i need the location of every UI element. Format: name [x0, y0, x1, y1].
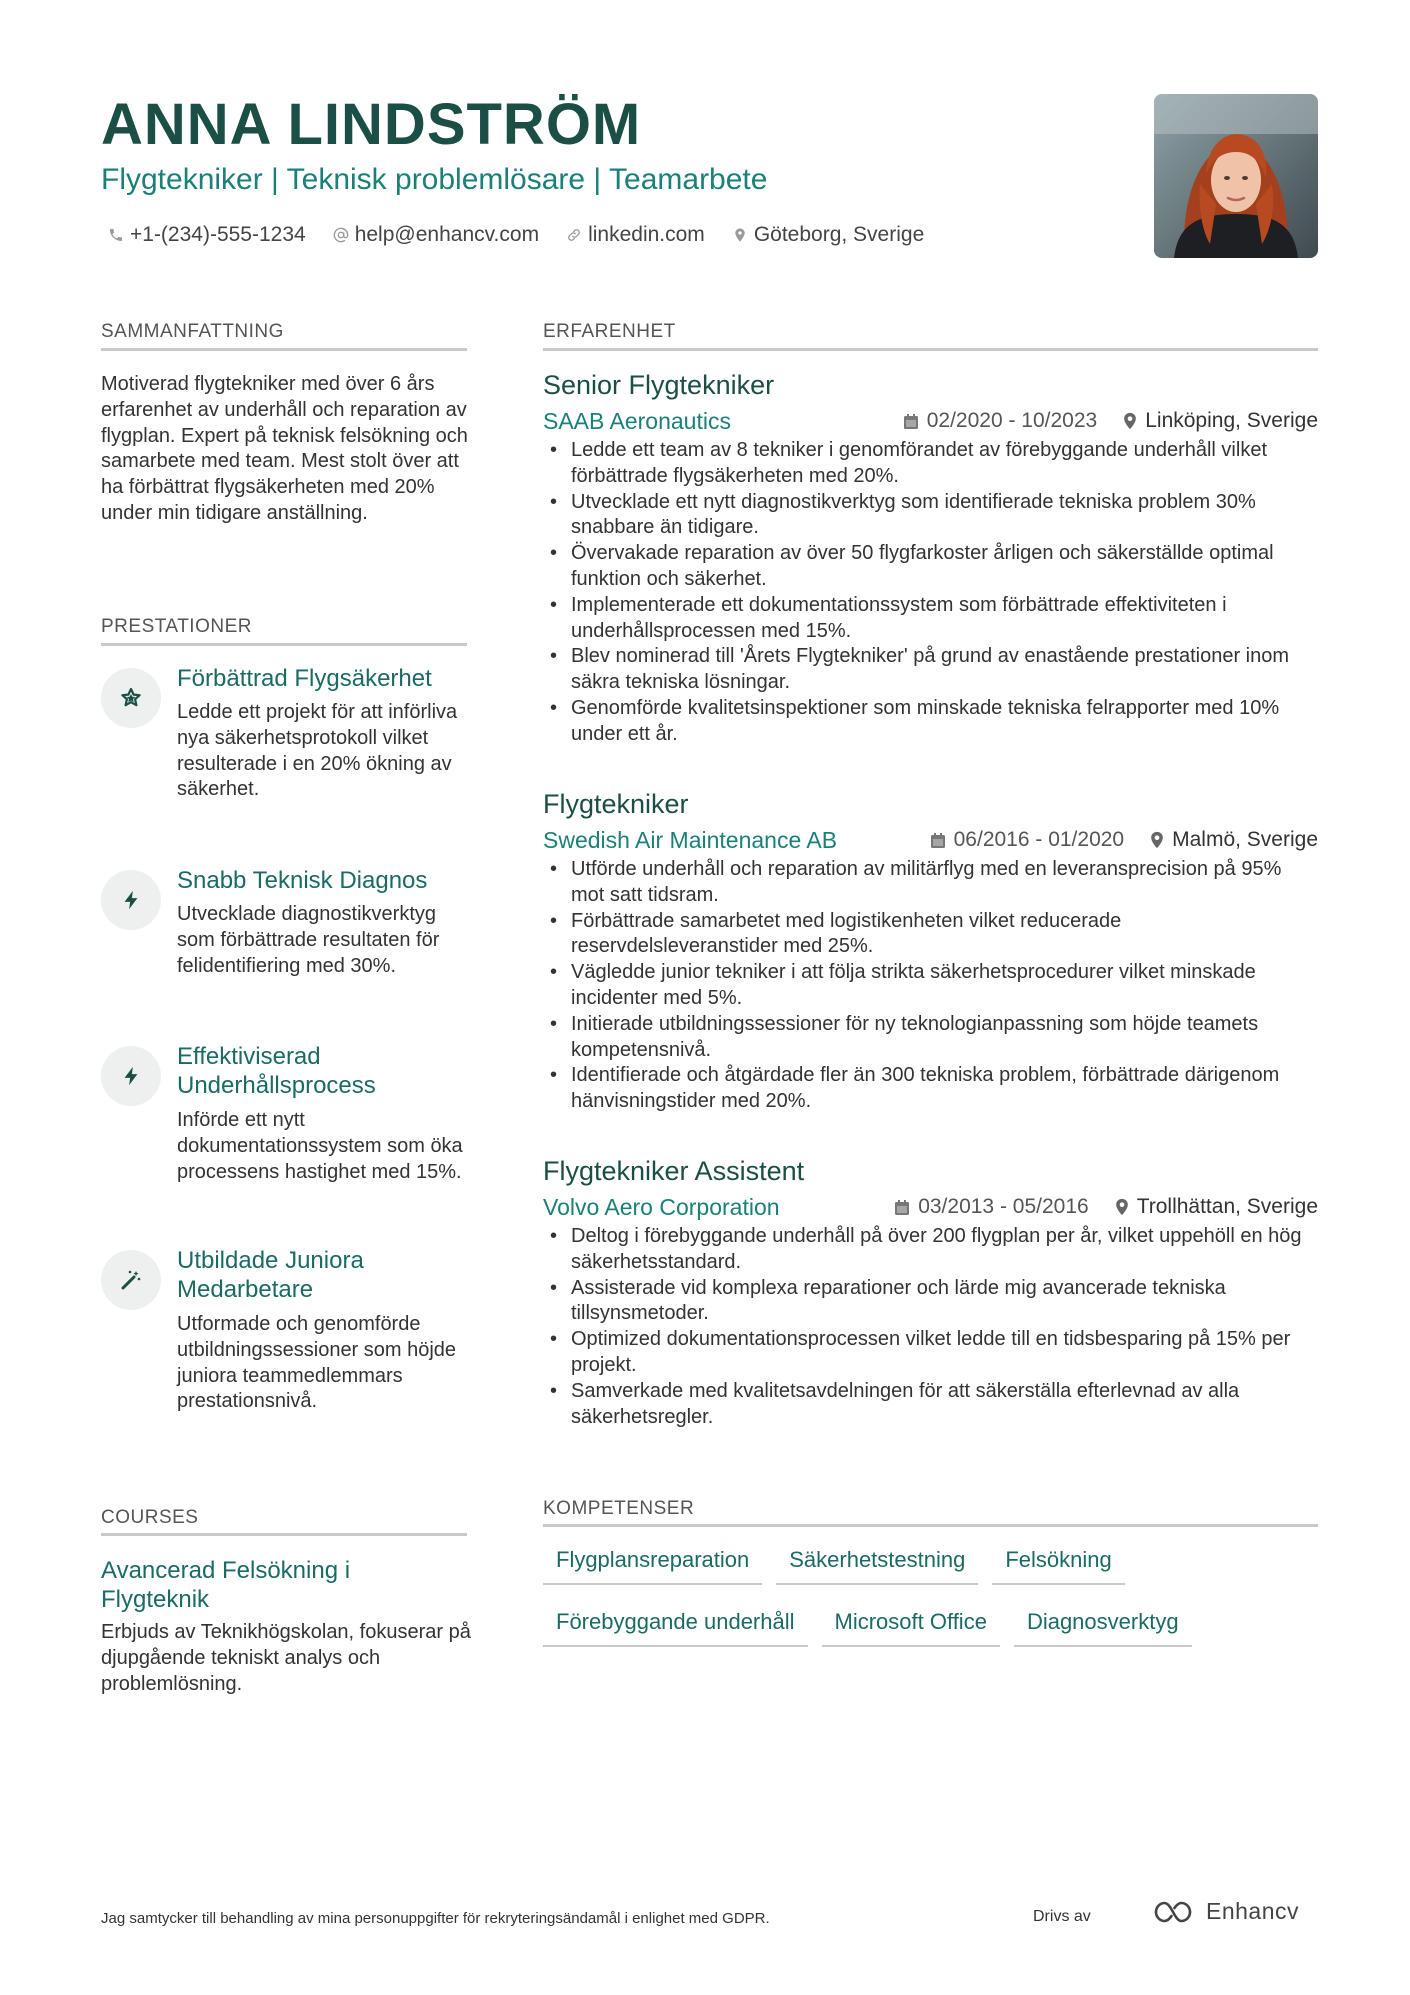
achievement-badge [101, 668, 161, 728]
achievement-title: Snabb Teknisk Diagnos [177, 867, 428, 894]
job-location-text: Malmö, Sverige [1172, 828, 1318, 851]
section-title-summary: SAMMANFATTNING [101, 321, 284, 342]
job-company: SAAB Aeronautics [543, 408, 731, 434]
candidate-name: ANNA LINDSTRÖM [101, 92, 642, 157]
bullet-item: • Implementerade ett dokumentationssystem som förbättrade effektiviteten i underhållsprocessen med 15%. [543, 593, 1318, 645]
section-rule-courses [101, 1533, 467, 1536]
summary-text: Motiverad flygtekniker med över 6 års erfarenhet av underhåll och reparation av flygplan. Expert på teknisk felsökning och samarbete med team. Mest stolt över att ha förbättrat flygsäkerheten med 20% under min tidigare anställning. [101, 373, 468, 524]
contact-bar [108, 220, 924, 250]
bolt-icon [120, 1064, 142, 1088]
location-pin-icon [1123, 412, 1137, 430]
job-dates [930, 825, 1124, 855]
job-dates-text: 06/2016 - 01/2020 [953, 828, 1125, 851]
achievement-badge [101, 1250, 161, 1310]
bullet-item: • Assisterade vid komplexa reparationer och lärde mig avancerade tekniska tillsynsmetoder. [543, 1276, 1318, 1328]
phone-text: +1-(234)-555-1234 [130, 223, 306, 246]
location-pin-icon [732, 227, 748, 243]
portrait-illustration [1154, 94, 1318, 258]
bullet-item: • Ledde ett team av 8 tekniker i genomförandet av förebyggande underhåll vilket förbättrade flygsäkerheten med 20%. [543, 438, 1318, 490]
achievement-badge [101, 1046, 161, 1106]
star-icon [119, 686, 143, 710]
job-location-text: Linköping, Sverige [1145, 409, 1318, 432]
bullet-item: • Utvecklade ett nytt diagnostikverktyg som identifierade tekniska problem 30% snabbare än tidigare. [543, 490, 1318, 542]
enhancv-wordmark: Enhancv [1206, 1898, 1300, 1924]
job-dates-text: 03/2013 - 05/2016 [918, 1195, 1089, 1218]
at-icon [333, 227, 349, 243]
job-title: Senior Flygtekniker [543, 370, 775, 400]
section-rule-summary [101, 348, 467, 351]
location-text: Göteborg, Sverige [753, 223, 925, 246]
achievement-title: Effektiviserad Underhållsprocess [177, 1043, 376, 1099]
location-pin-icon [1115, 1198, 1129, 1216]
job-meta [903, 406, 1318, 436]
bullet-item: • Initierade utbildningssessioner för ny teknologianpassning som höjde teamets kompetensnivå. [543, 1012, 1318, 1064]
powered-by-label: Drivs av [1033, 1908, 1091, 1925]
job-title: Flygtekniker Assistent [543, 1156, 805, 1186]
contact-linkedin[interactable] [566, 220, 705, 250]
job-bullets [543, 438, 1318, 748]
skill-tag: Säkerhetstestning [776, 1545, 978, 1585]
achievement-badge [101, 870, 161, 930]
headline: Flygtekniker | Teknisk problemlösare | Teamarbete [101, 163, 768, 196]
skills-list [543, 1545, 1323, 1669]
job-location-text: Trollhättan, Sverige [1136, 1195, 1318, 1218]
calendar-icon [903, 413, 919, 430]
enhancv-logo-icon [1152, 1899, 1198, 1925]
achievement-title: Förbättrad Flygsäkerhet [177, 665, 432, 692]
phone-icon [108, 227, 124, 243]
job-title: Flygtekniker [543, 789, 689, 819]
bullet-item: • Genomförde kvalitetsinspektioner som minskade tekniska felrapporter med 10% under ett år. [543, 696, 1318, 748]
job-dates-text: 02/2020 - 10/2023 [926, 409, 1098, 432]
enhancv-brand[interactable] [1152, 1898, 1299, 1925]
section-rule-experience [543, 348, 1318, 351]
job-dates [903, 406, 1097, 436]
job-bullets [543, 857, 1318, 1115]
section-title-experience: ERFARENHET [543, 321, 676, 342]
course-description: Erbjuds av Teknikhögskolan, fokuserar på djupgående tekniskt analys och problemlösning. [101, 1621, 471, 1695]
job-meta [930, 825, 1318, 855]
bullet-item: • Samverkade med kvalitetsavdelningen för att säkerställa efterlevnad av alla säkerhetsregler. [543, 1379, 1318, 1431]
magic-wand-icon [119, 1268, 143, 1292]
bullet-item: • Blev nominerad till 'Årets Flygtekniker' på grund av enastående prestationer inom säkra tekniska lösningar. [543, 644, 1318, 696]
gdpr-consent: Jag samtycker till behandling av mina personuppgifter för rekryteringsändamål i enlighet med GDPR. [101, 1910, 770, 1927]
bullet-item: • Övervakade reparation av över 50 flygfarkoster årligen och säkerställde optimal funktion och säkerhet. [543, 541, 1318, 593]
job-location [1150, 825, 1318, 855]
link-icon [566, 227, 582, 243]
achievement-description: Införde ett nytt dokumentationssystem som öka processens hastighet med 15%. [177, 1109, 463, 1183]
job-company: Volvo Aero Corporation [543, 1194, 780, 1220]
achievement-title: Utbildade Juniora Medarbetare [177, 1247, 364, 1303]
bolt-icon [120, 888, 142, 912]
location-pin-icon [1150, 831, 1164, 849]
skill-tag: Diagnosverktyg [1014, 1607, 1192, 1647]
calendar-icon [930, 832, 946, 849]
achievement-description: Utvecklade diagnostikverktyg som förbättrade resultaten för felidentifiering med 30%. [177, 903, 440, 977]
job-bullets [543, 1224, 1318, 1430]
bullet-item: • Förbättrade samarbetet med logistikenheten vilket reducerade reservdelsleveranstider med 25%. [543, 909, 1318, 961]
skills-row [543, 1545, 1323, 1585]
job-dates [894, 1192, 1088, 1222]
profile-photo [1154, 94, 1318, 258]
calendar-icon [894, 1199, 910, 1216]
section-rule-achievements [101, 643, 467, 646]
bullet-item: • Optimized dokumentationsprocessen vilket ledde till en tidsbesparing på 15% per projekt. [543, 1327, 1318, 1379]
linkedin-text: linkedin.com [588, 223, 705, 246]
course-title: Avancerad Felsökning i Flygteknik [101, 1557, 351, 1613]
section-rule-skills [543, 1524, 1318, 1527]
email-text: help@enhancv.com [354, 223, 540, 246]
job-meta [894, 1192, 1318, 1222]
skill-tag: Microsoft Office [822, 1607, 1000, 1647]
job-company: Swedish Air Maintenance AB [543, 827, 838, 853]
job-location [1123, 406, 1318, 436]
achievement-description: Ledde ett projekt för att införliva nya säkerhetsprotokoll vilket resulterade i en 20% ökning av säkerhet. [177, 701, 458, 801]
achievement-description: Utformade och genomförde utbildningssessioner som höjde juniora teammedlemmars prestationsnivå. [177, 1313, 457, 1413]
contact-phone[interactable] [108, 220, 306, 250]
skill-tag: Flygplansreparation [543, 1545, 762, 1585]
section-title-achievements: PRESTATIONER [101, 616, 252, 637]
bullet-item: • Deltog i förebyggande underhåll på över 200 flygplan per år, vilket uppehöll en hög säkerhetsstandard. [543, 1224, 1318, 1276]
section-title-courses: COURSES [101, 1507, 199, 1528]
contact-location [732, 220, 924, 250]
job-location [1115, 1192, 1318, 1222]
skill-tag: Felsökning [992, 1545, 1124, 1585]
bullet-item: • Utförde underhåll och reparation av militärflyg med en leveransprecision på 95% mot satt tidsram. [543, 857, 1318, 909]
skill-tag: Förebyggande underhåll [543, 1607, 808, 1647]
skills-row [543, 1607, 1323, 1647]
contact-email[interactable] [333, 220, 539, 250]
section-title-skills: KOMPETENSER [543, 1498, 695, 1519]
bullet-item: • Vägledde junior tekniker i att följa strikta säkerhetsprocedurer vilket minskade incidenter med 5%. [543, 960, 1318, 1012]
bullet-item: • Identifierade och åtgärdade fler än 300 tekniska problem, förbättrade därigenom hänvisningstider med 20%. [543, 1063, 1318, 1115]
